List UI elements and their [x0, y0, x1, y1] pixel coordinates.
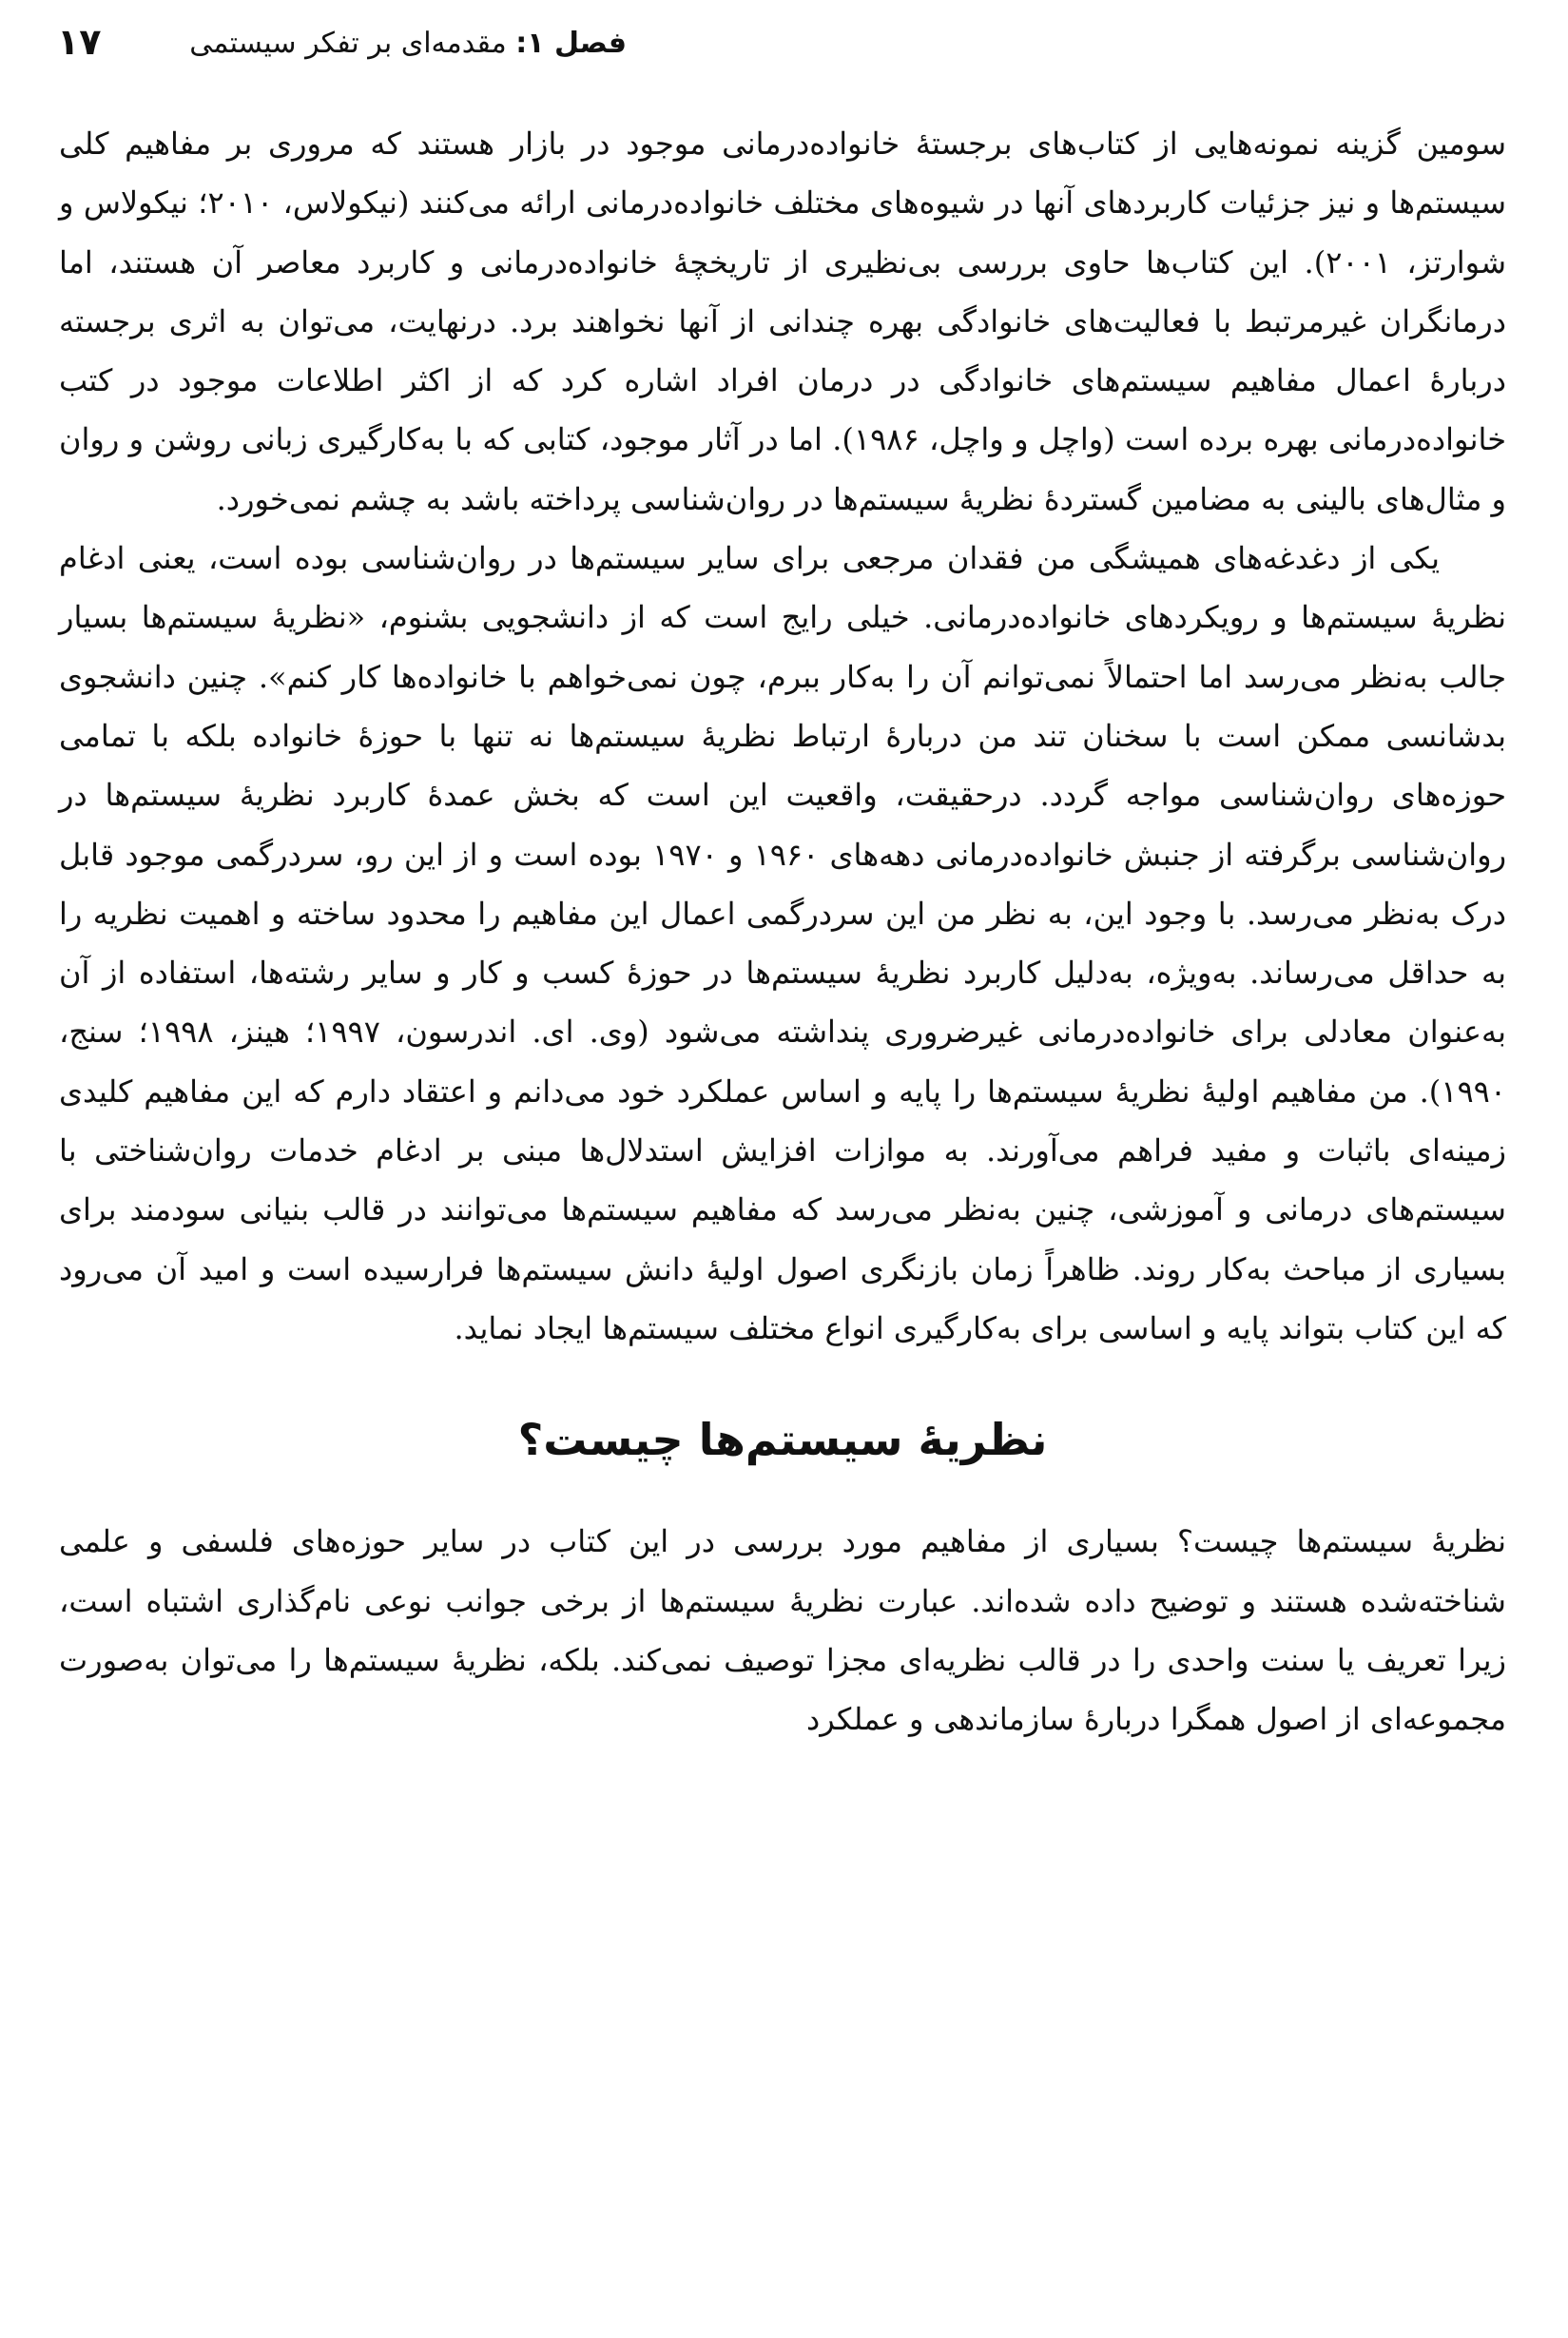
paragraph: نظریهٔ سیستم‌ها چیست؟ بسیاری از مفاهیم مورد بررسی در این کتاب در سایر حوزه‌های فلسفی و علمی شناخته‌شده هستند و توضیح داده شده‌اند. عبارت نظریهٔ سیستم‌ها از برخی جوانب نوعی نام‌گذاری اشتباه است، زیرا تعریف یا سنت واحدی را در قالب نظریه‌ای مجزا توصیف نمی‌کند. بلکه، نظریهٔ سیستم‌ها را می‌توان به‌صورت مجموعه‌ای از اصول همگرا دربارهٔ سازماندهی و عملکرد	[59, 1523, 1506, 1738]
running-head	[189, 27, 627, 60]
paragraph: سومین گزینه نمونه‌هایی از کتاب‌های برجستهٔ خانواده‌درمانی موجود در بازار هستند که مروری بر مفاهیم کلی سیستم‌ها و نیز جزئیات کاربردهای آنها در شیوه‌های مختلف خانواده‌درمانی ارائه می‌کنند (نیکولاس، ۲۰۱۰؛ نیکولاس و شوارتز، ۲۰۰۱). این کتاب‌ها حاوی بررسی بی‌نظیری از تاریخچهٔ خانواده‌درمانی و کاربرد معاصر آن هستند، اما درمانگران غیرمرتبط با فعالیت‌های خانوادگی بهره چندانی از آنها نخواهند برد. درنهایت، می‌توان به اثری برجسته دربارهٔ اعمال مفاهیم سیستم‌های خانوادگی در درمان افراد اشاره کرد که از اکثر اطلاعات موجود در کتب خانواده‌درمانی بهره برده است (واچل و واچل، ۱۹۸۶). اما در آثار موجود، کتابی که با به‌کارگیری زبانی روشن و روان و مثال‌های بالینی به مضامین گستردهٔ نظریهٔ سیستم‌ها در روان‌شناسی پرداخته باشد به چشم نمی‌خورد.	[59, 126, 1507, 517]
section-heading: نظریهٔ سیستم‌ها چیست؟	[517, 1414, 1048, 1466]
chapter-title: مقدمه‌ای بر تفکر سیستمی	[189, 27, 507, 60]
page-header	[57, 21, 1511, 78]
chapter-label: فصل ۱:	[515, 27, 627, 60]
page-number: ۱۷	[57, 21, 102, 63]
page-body	[59, 114, 1506, 1749]
paragraph: یکی از دغدغه‌های همیشگی من فقدان مرجعی برای سایر سیستم‌ها در روان‌شناسی بوده است، یعنی ادغام نظریهٔ سیستم‌ها و رویکردهای خانواده‌درمانی. خیلی رایج است که از دانشجویی بشنوم، «نظریهٔ سیستم‌ها بسیار جالب به‌نظر می‌رسد اما احتمالاً نمی‌توانم آن را به‌کار ببرم، چون نمی‌خواهم با خانواده‌ها کار کنم». چنین دانشجوی بدشانسی ممکن است با سخنان تند من دربارهٔ ارتباط نظریهٔ سیستم‌ها نه تنها با حوزهٔ خانواده بلکه با تمامی حوزه‌های روان‌شناسی مواجه گردد. درحقیقت، واقعیت این است که بخش عمدهٔ کاربرد نظریهٔ سیستم‌ها در روان‌شناسی برگرفته از جنبش خانواده‌درمانی دهه‌های ۱۹۶۰ و ۱۹۷۰ بوده است و از این رو، سردرگمی موجود قابل درک به‌نظر می‌رسد. با وجود این، به نظر من این سردرگمی اعمال این مفاهیم را محدود ساخته و اهمیت نظریه را به حداقل می‌رساند. به‌ویژه، به‌دلیل کاربرد نظریهٔ سیستم‌ها در حوزهٔ کسب و کار و سایر رشته‌ها، استفاده از آن به‌عنوان معادلی برای خانواده‌درمانی غیرضروری پنداشته می‌شود (وی. ای. اندرسون، ۱۹۹۷؛ هینز، ۱۹۹۸؛ سنج، ۱۹۹۰). من مفاهیم اولیهٔ نظریهٔ سیستم‌ها را پایه و اساس عملکرد خود می‌دانم و اعتقاد دارم که این مفاهیم کلیدی زمینه‌ای باثبات و مفید فراهم می‌آورند. به موازات افزایش استدلال‌ها مبنی بر ادغام خدمات روان‌شناختی با سیستم‌های درمانی و آموزشی، چنین به‌نظر می‌رسد که مفاهیم سیستم‌ها می‌توانند در قالب بنیانی سودمند برای بسیاری از مباحث به‌کار روند. ظاهراً زمان بازنگری اصول اولیهٔ دانش سیستم‌ها فرارسیده است و امید آن می‌رود که این کتاب بتواند پایه و اساسی برای به‌کارگیری انواع مختلف سیستم‌ها ایجاد نماید.	[59, 540, 1507, 1346]
